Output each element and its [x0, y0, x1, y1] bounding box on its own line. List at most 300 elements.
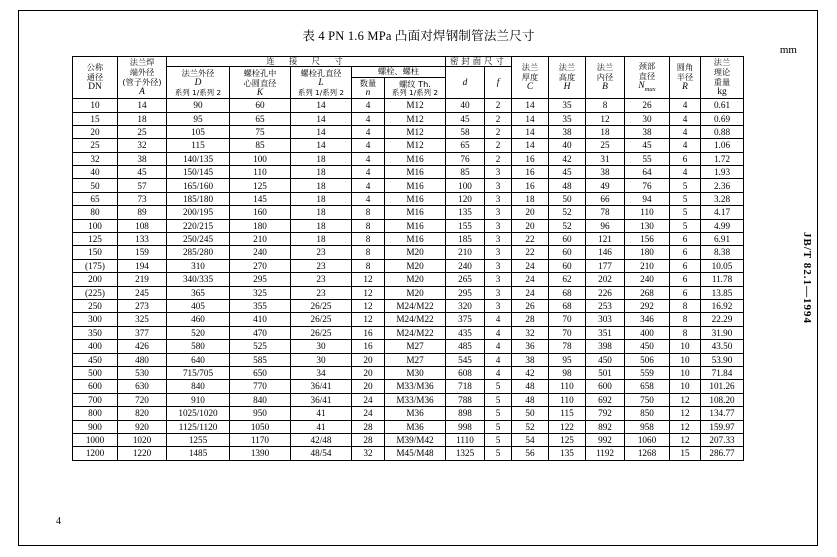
- cell-k: 240: [230, 246, 291, 259]
- cell-d: 220/215: [167, 219, 230, 232]
- cell-l: 18: [291, 192, 352, 205]
- cell-f: 5: [485, 380, 512, 393]
- header-d-sym: D: [194, 78, 202, 89]
- cell-nmax: 210: [625, 259, 670, 272]
- cell-d2: 45: [446, 112, 485, 125]
- cell-r: 10: [670, 353, 701, 366]
- header-d: [167, 67, 230, 99]
- cell-a: 1020: [118, 433, 167, 446]
- cell-b: 398: [586, 340, 625, 353]
- cell-dn: 200: [73, 273, 118, 286]
- cell-d: 365: [167, 286, 230, 299]
- table-row: [73, 112, 744, 125]
- header-l-note: 系列 1/系列 2: [297, 87, 345, 97]
- cell-d: 200/195: [167, 206, 230, 219]
- cell-thread: M12: [385, 99, 446, 112]
- cell-b: 501: [586, 366, 625, 379]
- cell-f: 2: [485, 139, 512, 152]
- cell-r: 8: [670, 313, 701, 326]
- header-thread-note: 系列 1/系列 2: [391, 87, 439, 97]
- table-row: [73, 259, 744, 272]
- cell-nmax: 38: [625, 125, 670, 138]
- cell-c: 24: [512, 286, 549, 299]
- cell-b: 992: [586, 433, 625, 446]
- table-row: [73, 246, 744, 259]
- cell-kg: 11.78: [701, 273, 744, 286]
- header-n: [352, 77, 385, 99]
- table-title: 表 4 PN 1.6 MPa 凸面对焊钢制管法兰尺寸: [302, 29, 535, 43]
- cell-k: 355: [230, 299, 291, 312]
- cell-n: 4: [352, 192, 385, 205]
- cell-f: 3: [485, 179, 512, 192]
- header-thread: [385, 77, 446, 99]
- header-c-cn: 法兰 厚度: [521, 62, 539, 83]
- cell-r: 8: [670, 326, 701, 339]
- cell-b: 303: [586, 313, 625, 326]
- header-d2: d: [446, 67, 485, 99]
- cell-nmax: 292: [625, 299, 670, 312]
- cell-nmax: 130: [625, 219, 670, 232]
- cell-n: 16: [352, 340, 385, 353]
- cell-kg: 286.77: [701, 447, 744, 460]
- cell-h: 52: [549, 206, 586, 219]
- cell-d: 285/280: [167, 246, 230, 259]
- cell-n: 4: [352, 112, 385, 125]
- header-b: [586, 57, 625, 99]
- cell-a: 45: [118, 166, 167, 179]
- cell-n: 12: [352, 299, 385, 312]
- cell-a: 273: [118, 299, 167, 312]
- cell-n: 4: [352, 166, 385, 179]
- cell-h: 60: [549, 259, 586, 272]
- cell-d: 115: [167, 139, 230, 152]
- cell-r: 12: [670, 393, 701, 406]
- cell-h: 110: [549, 380, 586, 393]
- cell-thread: M36: [385, 420, 446, 433]
- cell-f: 4: [485, 366, 512, 379]
- cell-b: 892: [586, 420, 625, 433]
- cell-b: 18: [586, 125, 625, 138]
- cell-l: 30: [291, 353, 352, 366]
- cell-a: 219: [118, 273, 167, 286]
- table-row: [73, 125, 744, 138]
- table-header: [73, 57, 744, 99]
- cell-k: 60: [230, 99, 291, 112]
- cell-c: 16: [512, 152, 549, 165]
- table-row: [73, 139, 744, 152]
- header-r: [670, 57, 701, 99]
- cell-n: 16: [352, 326, 385, 339]
- cell-d2: 485: [446, 340, 485, 353]
- cell-nmax: 64: [625, 166, 670, 179]
- cell-b: 25: [586, 139, 625, 152]
- cell-d2: 1110: [446, 433, 485, 446]
- cell-d: 150/145: [167, 166, 230, 179]
- header-b-cn: 法兰 内径: [596, 62, 614, 83]
- cell-n: 32: [352, 447, 385, 460]
- cell-a: 1220: [118, 447, 167, 460]
- cell-nmax: 45: [625, 139, 670, 152]
- cell-dn: 250: [73, 299, 118, 312]
- header-dn-sym: DN: [88, 82, 102, 93]
- cell-k: 325: [230, 286, 291, 299]
- cell-d2: 1325: [446, 447, 485, 460]
- header-k: [230, 67, 291, 99]
- cell-h: 40: [549, 139, 586, 152]
- cell-dn: 800: [73, 407, 118, 420]
- cell-c: 50: [512, 407, 549, 420]
- cell-h: 60: [549, 246, 586, 259]
- cell-thread: M16: [385, 179, 446, 192]
- cell-l: 26/25: [291, 299, 352, 312]
- header-d-cn: 法兰外径: [181, 68, 215, 79]
- cell-dn: 65: [73, 192, 118, 205]
- cell-c: 18: [512, 192, 549, 205]
- cell-d2: 185: [446, 233, 485, 246]
- cell-dn: 15: [73, 112, 118, 125]
- cell-a: 25: [118, 125, 167, 138]
- cell-c: 22: [512, 246, 549, 259]
- cell-l: 23: [291, 286, 352, 299]
- cell-dn: 20: [73, 125, 118, 138]
- cell-kg: 53.90: [701, 353, 744, 366]
- cell-dn: (175): [73, 259, 118, 272]
- cell-k: 470: [230, 326, 291, 339]
- cell-dn: 25: [73, 139, 118, 152]
- cell-n: 8: [352, 246, 385, 259]
- cell-f: 3: [485, 286, 512, 299]
- table-row: [73, 447, 744, 460]
- cell-l: 18: [291, 219, 352, 232]
- header-dn: [73, 57, 118, 99]
- cell-d: 165/160: [167, 179, 230, 192]
- cell-h: 60: [549, 233, 586, 246]
- cell-k: 1170: [230, 433, 291, 446]
- cell-c: 14: [512, 139, 549, 152]
- cell-kg: 8.38: [701, 246, 744, 259]
- cell-f: 3: [485, 233, 512, 246]
- cell-thread: M24/M22: [385, 299, 446, 312]
- cell-n: 28: [352, 433, 385, 446]
- cell-n: 8: [352, 206, 385, 219]
- cell-thread: M16: [385, 166, 446, 179]
- cell-h: 95: [549, 353, 586, 366]
- cell-b: 66: [586, 192, 625, 205]
- cell-n: 20: [352, 353, 385, 366]
- cell-n: 24: [352, 407, 385, 420]
- cell-f: 2: [485, 99, 512, 112]
- cell-d: 460: [167, 313, 230, 326]
- cell-d2: 85: [446, 166, 485, 179]
- cell-b: 600: [586, 380, 625, 393]
- cell-dn: 1200: [73, 447, 118, 460]
- table-row: [73, 179, 744, 192]
- cell-k: 1390: [230, 447, 291, 460]
- table-body: [73, 99, 744, 461]
- cell-c: 54: [512, 433, 549, 446]
- cell-b: 31: [586, 152, 625, 165]
- cell-b: 121: [586, 233, 625, 246]
- cell-d: 250/245: [167, 233, 230, 246]
- table-row: [73, 393, 744, 406]
- cell-kg: 71.84: [701, 366, 744, 379]
- cell-l: 36/41: [291, 393, 352, 406]
- cell-b: 177: [586, 259, 625, 272]
- cell-nmax: 850: [625, 407, 670, 420]
- cell-dn: 100: [73, 219, 118, 232]
- cell-kg: 31.90: [701, 326, 744, 339]
- cell-r: 6: [670, 152, 701, 165]
- cell-r: 6: [670, 246, 701, 259]
- standard-code: JB/T 82.1—1994: [801, 232, 813, 325]
- cell-dn: 450: [73, 353, 118, 366]
- cell-l: 42/48: [291, 433, 352, 446]
- cell-dn: 350: [73, 326, 118, 339]
- cell-n: 12: [352, 273, 385, 286]
- cell-h: 62: [549, 273, 586, 286]
- cell-h: 78: [549, 340, 586, 353]
- cell-d2: 135: [446, 206, 485, 219]
- cell-b: 202: [586, 273, 625, 286]
- cell-a: 14: [118, 99, 167, 112]
- cell-d: 1025/1020: [167, 407, 230, 420]
- cell-a: 630: [118, 380, 167, 393]
- cell-h: 115: [549, 407, 586, 420]
- cell-nmax: 94: [625, 192, 670, 205]
- header-l-sym: L: [318, 78, 324, 89]
- cell-c: 20: [512, 219, 549, 232]
- cell-nmax: 506: [625, 353, 670, 366]
- cell-r: 10: [670, 380, 701, 393]
- cell-l: 18: [291, 233, 352, 246]
- cell-nmax: 658: [625, 380, 670, 393]
- cell-kg: 0.88: [701, 125, 744, 138]
- cell-k: 650: [230, 366, 291, 379]
- cell-l: 41: [291, 407, 352, 420]
- cell-nmax: 156: [625, 233, 670, 246]
- cell-nmax: 55: [625, 152, 670, 165]
- cell-k: 410: [230, 313, 291, 326]
- cell-n: 8: [352, 219, 385, 232]
- cell-k: 585: [230, 353, 291, 366]
- cell-a: 57: [118, 179, 167, 192]
- cell-n: 12: [352, 286, 385, 299]
- cell-d: 95: [167, 112, 230, 125]
- cell-c: 26: [512, 299, 549, 312]
- cell-d2: 898: [446, 407, 485, 420]
- cell-d2: 76: [446, 152, 485, 165]
- cell-d2: 295: [446, 286, 485, 299]
- cell-l: 30: [291, 340, 352, 353]
- cell-d: 715/705: [167, 366, 230, 379]
- table-row: [73, 433, 744, 446]
- cell-n: 4: [352, 139, 385, 152]
- cell-h: 135: [549, 447, 586, 460]
- table-row: [73, 233, 744, 246]
- cell-k: 160: [230, 206, 291, 219]
- cell-d2: 545: [446, 353, 485, 366]
- cell-kg: 0.69: [701, 112, 744, 125]
- cell-d: 405: [167, 299, 230, 312]
- cell-k: 295: [230, 273, 291, 286]
- cell-l: 14: [291, 99, 352, 112]
- cell-thread: M20: [385, 246, 446, 259]
- cell-b: 450: [586, 353, 625, 366]
- cell-l: 18: [291, 206, 352, 219]
- cell-nmax: 30: [625, 112, 670, 125]
- cell-l: 18: [291, 179, 352, 192]
- table-row: [73, 313, 744, 326]
- header-c-sym: C: [526, 82, 534, 93]
- cell-r: 5: [670, 219, 701, 232]
- table-row: [73, 273, 744, 286]
- table-row: [73, 219, 744, 232]
- cell-d: 185/180: [167, 192, 230, 205]
- header-r-sym: R: [682, 82, 688, 93]
- cell-d: 1125/1120: [167, 420, 230, 433]
- cell-r: 12: [670, 433, 701, 446]
- cell-h: 110: [549, 393, 586, 406]
- header-group-bolts: 螺栓、螺柱: [352, 67, 446, 77]
- cell-a: 133: [118, 233, 167, 246]
- cell-b: 351: [586, 326, 625, 339]
- cell-d: 520: [167, 326, 230, 339]
- cell-c: 48: [512, 380, 549, 393]
- cell-b: 226: [586, 286, 625, 299]
- cell-f: 4: [485, 313, 512, 326]
- cell-d2: 718: [446, 380, 485, 393]
- cell-dn: 10: [73, 99, 118, 112]
- cell-b: 792: [586, 407, 625, 420]
- cell-n: 4: [352, 125, 385, 138]
- cell-r: 5: [670, 192, 701, 205]
- cell-c: 56: [512, 447, 549, 460]
- cell-nmax: 76: [625, 179, 670, 192]
- cell-h: 122: [549, 420, 586, 433]
- cell-nmax: 180: [625, 246, 670, 259]
- header-kg-cn: 法兰 理论 重量: [713, 57, 731, 88]
- cell-d: 840: [167, 380, 230, 393]
- cell-k: 75: [230, 125, 291, 138]
- cell-h: 42: [549, 152, 586, 165]
- cell-l: 18: [291, 166, 352, 179]
- cell-r: 12: [670, 407, 701, 420]
- cell-a: 38: [118, 152, 167, 165]
- cell-f: 2: [485, 152, 512, 165]
- cell-d2: 320: [446, 299, 485, 312]
- cell-thread: M12: [385, 125, 446, 138]
- header-group-sealing: 密封面尺寸: [446, 57, 512, 67]
- cell-c: 14: [512, 99, 549, 112]
- cell-a: 530: [118, 366, 167, 379]
- cell-r: 8: [670, 299, 701, 312]
- cell-k: 145: [230, 192, 291, 205]
- cell-h: 98: [549, 366, 586, 379]
- cell-dn: 1000: [73, 433, 118, 446]
- cell-b: 146: [586, 246, 625, 259]
- cell-r: 4: [670, 139, 701, 152]
- cell-b: 1192: [586, 447, 625, 460]
- cell-f: 3: [485, 166, 512, 179]
- cell-c: 32: [512, 326, 549, 339]
- cell-f: 3: [485, 219, 512, 232]
- cell-f: 4: [485, 326, 512, 339]
- header-kg: [701, 57, 744, 99]
- cell-kg: 4.17: [701, 206, 744, 219]
- cell-b: 692: [586, 393, 625, 406]
- cell-f: 2: [485, 112, 512, 125]
- cell-k: 110: [230, 166, 291, 179]
- cell-r: 12: [670, 420, 701, 433]
- cell-f: 3: [485, 259, 512, 272]
- header-n-cn: 数量: [359, 77, 377, 88]
- cell-k: 180: [230, 219, 291, 232]
- cell-kg: 6.91: [701, 233, 744, 246]
- cell-kg: 3.28: [701, 192, 744, 205]
- cell-d2: 265: [446, 273, 485, 286]
- cell-kg: 22.29: [701, 313, 744, 326]
- cell-n: 8: [352, 259, 385, 272]
- cell-nmax: 268: [625, 286, 670, 299]
- cell-d2: 435: [446, 326, 485, 339]
- cell-kg: 1.93: [701, 166, 744, 179]
- cell-h: 38: [549, 125, 586, 138]
- cell-b: 96: [586, 219, 625, 232]
- unit-label: mm: [779, 44, 797, 56]
- cell-c: 48: [512, 393, 549, 406]
- cell-nmax: 1268: [625, 447, 670, 460]
- cell-kg: 159.97: [701, 420, 744, 433]
- cell-d2: 100: [446, 179, 485, 192]
- cell-h: 125: [549, 433, 586, 446]
- cell-n: 4: [352, 152, 385, 165]
- cell-d2: 58: [446, 125, 485, 138]
- header-k-sym: K: [256, 87, 264, 98]
- header-nmax: [625, 57, 670, 99]
- cell-a: 73: [118, 192, 167, 205]
- cell-thread: M16: [385, 206, 446, 219]
- cell-n: 4: [352, 179, 385, 192]
- cell-k: 270: [230, 259, 291, 272]
- header-l: [291, 67, 352, 99]
- cell-h: 45: [549, 166, 586, 179]
- cell-d2: 998: [446, 420, 485, 433]
- cell-kg: 43.50: [701, 340, 744, 353]
- cell-nmax: 346: [625, 313, 670, 326]
- cell-c: 24: [512, 273, 549, 286]
- cell-r: 10: [670, 340, 701, 353]
- cell-c: 22: [512, 233, 549, 246]
- cell-dn: 150: [73, 246, 118, 259]
- cell-c: 42: [512, 366, 549, 379]
- cell-d2: 210: [446, 246, 485, 259]
- cell-r: 5: [670, 206, 701, 219]
- cell-r: 10: [670, 366, 701, 379]
- cell-d: 310: [167, 259, 230, 272]
- cell-b: 8: [586, 99, 625, 112]
- header-h-sym: H: [563, 82, 571, 93]
- cell-k: 210: [230, 233, 291, 246]
- header-k-cn: 螺栓孔中 心圆直径: [243, 67, 277, 88]
- cell-h: 52: [549, 219, 586, 232]
- cell-c: 36: [512, 340, 549, 353]
- cell-r: 4: [670, 125, 701, 138]
- cell-a: 325: [118, 313, 167, 326]
- cell-nmax: 240: [625, 273, 670, 286]
- cell-a: 820: [118, 407, 167, 420]
- cell-kg: 1.72: [701, 152, 744, 165]
- cell-kg: 10.05: [701, 259, 744, 272]
